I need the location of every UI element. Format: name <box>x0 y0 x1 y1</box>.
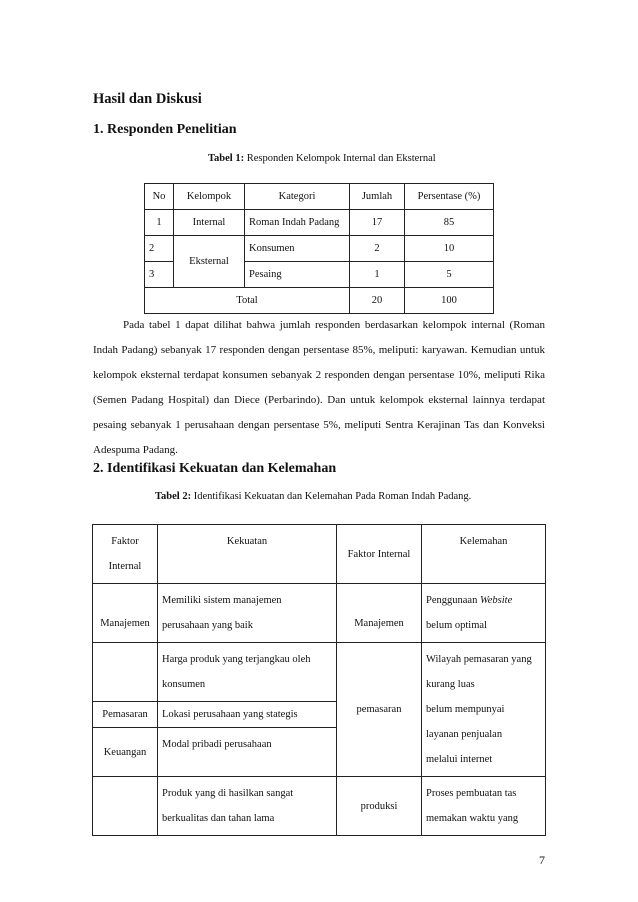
cell-no: 2 <box>145 236 174 262</box>
cell-faktor: Manajemen <box>93 584 158 643</box>
cell-kelemahan-line: belum optimal <box>426 620 487 631</box>
cell-kekuatan-line: Harga produk yang terjangkau oleh <box>162 654 311 665</box>
header-persentase: Persentase (%) <box>405 184 494 210</box>
cell-kategori: Roman Indah Padang <box>245 210 350 236</box>
table-2-caption-text: Identifikasi Kekuatan dan Kelemahan Pada Roman Indah Padang. <box>191 491 472 502</box>
cell-kelemahan-italic: Website <box>479 595 513 606</box>
cell-kelemahan-line: melalui internet <box>426 754 493 765</box>
cell-kelompok: Internal <box>174 210 245 236</box>
cell-kekuatan: Lokasi perusahaan yang stategis <box>158 702 337 728</box>
table-2-caption <box>155 491 471 502</box>
table-1 <box>144 183 494 314</box>
cell-jumlah: 2 <box>350 236 405 262</box>
table-1-header-row <box>145 184 494 210</box>
table-row <box>93 643 546 702</box>
cell-persen: 85 <box>405 210 494 236</box>
cell-kategori: Konsumen <box>245 236 350 262</box>
table-1-caption-text: Responden Kelompok Internal dan Eksternal <box>244 153 436 164</box>
table-1-caption <box>208 153 436 164</box>
cell-kelemahan <box>422 643 546 777</box>
table-row <box>145 210 494 236</box>
cell-jumlah: 17 <box>350 210 405 236</box>
cell-kelemahan-line: kurang luas <box>426 679 475 690</box>
header-no: No <box>145 184 174 210</box>
cell-kekuatan-line: Produk yang di hasilkan sangat <box>162 788 294 799</box>
cell-persen: 5 <box>405 262 494 288</box>
section-1-paragraph: Pada tabel 1 dapat dilihat bahwa jumlah responden berdasarkan kelompok internal (Roman Indah Padang) sebanyak 17 responden dengan persentase 85%, meliputi: karyawan. Kemudian untuk kelompok eksternal terdapat konsumen sebanyak 2 responden dengan persentase 10%, meliputi Rika (Semen Padang Hospital) dan Diece (Perbarindo). Dan untuk kelompok eksternal lainnya terdapat pesaing sebanyak 1 perusahaan dengan persentase 5%, meliputi Sentra Kerajinan Tas dan Konveksi Adespuma Padang. <box>93 319 545 456</box>
cell-kekuatan: Modal pribadi perusahaan <box>158 728 337 777</box>
header-kelompok: Kelompok <box>174 184 245 210</box>
header-kelemahan: Kelemahan <box>422 525 546 584</box>
cell-faktor <box>93 643 158 702</box>
cell-no: 1 <box>145 210 174 236</box>
table-row <box>145 236 494 262</box>
cell-kelemahan <box>422 777 546 836</box>
section-2-title: 2. Identifikasi Kekuatan dan Kelemahan <box>93 461 337 476</box>
cell-kelemahan <box>422 584 546 643</box>
header-jumlah: Jumlah <box>350 184 405 210</box>
cell-kelompok: Eksternal <box>174 236 245 288</box>
header-kekuatan: Kekuatan <box>158 525 337 584</box>
cell-kelemahan-line: belum mempunyai <box>426 704 505 715</box>
cell-kekuatan <box>158 777 337 836</box>
cell-kekuatan-line: perusahaan yang baik <box>162 620 253 631</box>
cell-kekuatan <box>158 584 337 643</box>
cell-persen: 10 <box>405 236 494 262</box>
total-jumlah: 20 <box>350 288 405 314</box>
total-persen: 100 <box>405 288 494 314</box>
cell-kekuatan-line: berkualitas dan tahan lama <box>162 813 275 824</box>
cell-faktor-internal: produksi <box>337 777 422 836</box>
cell-jumlah: 1 <box>350 262 405 288</box>
cell-no: 3 <box>145 262 174 288</box>
table-2-header-row <box>93 525 546 584</box>
cell-kategori: Pesaing <box>245 262 350 288</box>
header-faktor-internal: Faktor Internal <box>337 525 422 584</box>
section-1-title: 1. Responden Penelitian <box>93 122 237 137</box>
cell-kelemahan-line: layanan penjualan <box>426 729 503 740</box>
table-2-caption-label: Tabel 2: <box>155 491 192 502</box>
cell-kelemahan-line: memakan waktu yang <box>426 813 519 824</box>
table-row <box>93 777 546 836</box>
table-row <box>93 584 546 643</box>
cell-faktor-internal: Manajemen <box>337 584 422 643</box>
cell-faktor: Keuangan <box>93 728 158 777</box>
cell-faktor <box>93 777 158 836</box>
cell-kekuatan-line: konsumen <box>162 679 206 690</box>
header-faktor-line-1: Faktor <box>111 536 139 547</box>
header-kategori: Kategori <box>245 184 350 210</box>
cell-kelemahan-line: Wilayah pemasaran yang <box>426 654 532 665</box>
cell-kelemahan-line <box>426 588 541 613</box>
total-label: Total <box>145 288 350 314</box>
page-number: 7 <box>539 853 545 867</box>
cell-kekuatan <box>158 643 337 702</box>
header-faktor <box>93 525 158 584</box>
table-1-caption-label: Tabel 1: <box>208 153 245 164</box>
table-total-row <box>145 288 494 314</box>
cell-kelemahan-text: Penggunaan <box>426 595 480 606</box>
cell-kelemahan-line: Proses pembuatan tas <box>426 788 517 799</box>
cell-faktor-internal: pemasaran <box>337 643 422 777</box>
cell-faktor: Pemasaran <box>93 702 158 728</box>
table-2 <box>92 524 546 836</box>
page-heading: Hasil dan Diskusi <box>93 91 202 107</box>
header-faktor-line-2: Internal <box>108 561 142 572</box>
cell-kekuatan-line: Memiliki sistem manajemen <box>162 595 282 606</box>
